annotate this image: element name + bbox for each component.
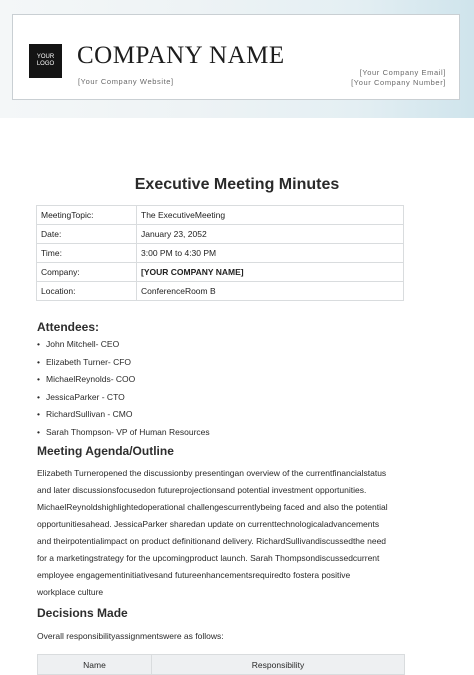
responsibility-table: [37, 654, 405, 675]
column-header-name: Name: [38, 655, 152, 675]
meeting-info-table: [36, 205, 404, 301]
company-header: [12, 14, 460, 100]
company-logo: [29, 44, 62, 78]
agenda-line: Elizabeth Turneropened the discussionby presentingan overview of the currentfinancialstatus: [37, 468, 387, 478]
company-email: [Your Company Email]: [359, 68, 446, 77]
decisions-heading: Decisions Made: [37, 606, 128, 620]
company-number: [Your Company Number]: [351, 78, 446, 87]
attendees-list: [37, 336, 210, 441]
attendees-heading: Attendees:: [37, 320, 100, 334]
column-header-responsibility: Responsibility: [152, 655, 405, 675]
attendee-item: • MichaelReynolds- COO: [37, 371, 210, 389]
info-value: [YOUR COMPANY NAME]: [137, 263, 404, 282]
agenda-paragraph: [37, 465, 447, 601]
agenda-line: employee engagementinitiativesand futureenhancementsrequiredto fostera positive: [37, 570, 351, 580]
company-website: [Your Company Website]: [78, 77, 174, 86]
logo-text-line2: LOGO: [36, 61, 55, 67]
decisions-intro: Overall responsibilityassignmentswere as follows:: [37, 631, 224, 641]
info-value: The ExecutiveMeeting: [137, 206, 404, 225]
info-row-company: [37, 263, 404, 282]
document-title: Executive Meeting Minutes: [134, 176, 340, 193]
info-label: Time:: [37, 244, 137, 263]
agenda-heading: Meeting Agenda/Outline: [37, 444, 174, 458]
logo-text-line1: YOUR: [36, 54, 55, 60]
agenda-line: and theirpotentialimpact on product definitionand delivery. RichardSullivandiscussedthe need: [37, 536, 387, 546]
info-row-location: [37, 282, 404, 301]
info-value: 3:00 PM to 4:30 PM: [137, 244, 404, 263]
info-label: Date:: [37, 225, 137, 244]
info-value: ConferenceRoom B: [137, 282, 404, 301]
attendee-item: • Elizabeth Turner- CFO: [37, 354, 210, 372]
attendee-item: • Sarah Thompson- VP of Human Resources: [37, 424, 210, 442]
agenda-line: MichaelReynoldshighlightedoperational challengescurrentlybeing faced and also the potential: [37, 502, 388, 512]
agenda-line: for a marketingstrategy for the upcomingproduct launch. Sarah Thompsondiscussedcurrent: [37, 553, 380, 563]
info-row-time: [37, 244, 404, 263]
company-name: COMPANY NAME: [77, 42, 285, 69]
responsibility-header-row: [38, 655, 405, 675]
attendee-item: • John Mitchell- CEO: [37, 336, 210, 354]
info-label: MeetingTopic:: [37, 206, 137, 225]
info-row-topic: [37, 206, 404, 225]
agenda-line: workplace culture: [37, 587, 104, 597]
info-label: Company:: [37, 263, 137, 282]
info-row-date: [37, 225, 404, 244]
info-label: Location:: [37, 282, 137, 301]
agenda-line: opportunitiesahead. JessicaParker sharedan update on currenttechnologicaladvancements: [37, 519, 380, 529]
attendee-item: • JessicaParker - CTO: [37, 389, 210, 407]
info-value: January 23, 2052: [137, 225, 404, 244]
attendee-item: • RichardSullivan - CMO: [37, 406, 210, 424]
company-contact: [351, 68, 446, 88]
agenda-line: and later discussionsfocusedon futureprojectionsand potential investment opportunities.: [37, 485, 367, 495]
